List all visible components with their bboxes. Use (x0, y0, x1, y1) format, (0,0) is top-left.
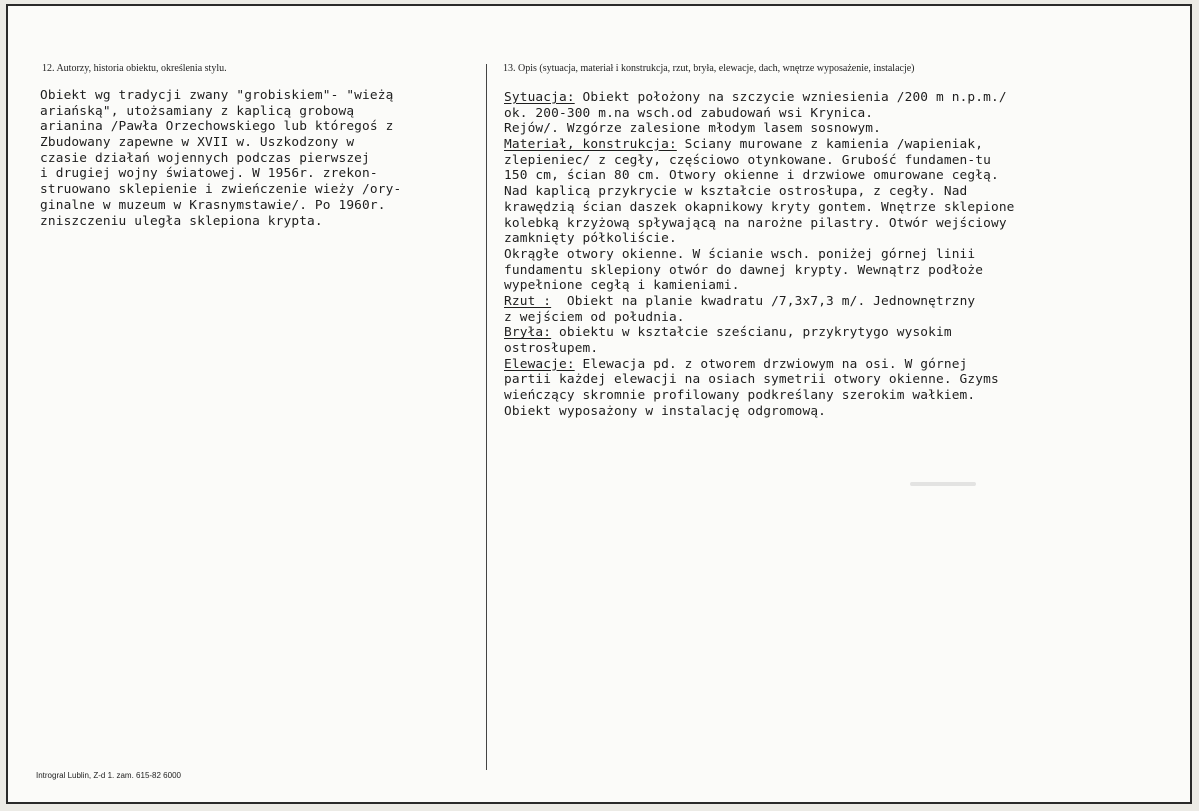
description-line-text: kolebką krzyżową spływającą na narożne pilastry. Otwór wejściowy (504, 215, 1007, 231)
history-line: Zbudowany zapewne w XVII w. Uszkodzony w (40, 135, 355, 151)
description-line-text: Sciany murowane z kamienia /wapieniak, (676, 137, 984, 153)
description-line (504, 404, 1015, 420)
description-line-text: obiektu w kształcie sześcianu, przykrytygo wysokim (551, 325, 952, 341)
description-line (504, 153, 1015, 169)
description-line (504, 325, 1015, 341)
history-text (40, 88, 401, 229)
description-line (504, 231, 1015, 247)
description-line-text: zlepieniec/ z cegły, częściowo otynkowane. Grubość fundamen-tu (504, 152, 991, 168)
history-line: czasie działań wojennych podczas pierwszej (40, 150, 370, 166)
history-line: ginalne w muzeum w Krasnymstawie/. Po 1960r. (40, 197, 386, 213)
description-line-text: Nad kaplicą przykrycie w kształcie ostrosłupa, z cegły. Nad (504, 184, 968, 200)
history-line: struowano sklepienie i zwieńczenie wieży /ory- (40, 182, 402, 198)
description-line-text: wypełnione cegłą i kamieniami. (504, 278, 740, 294)
faint-mark (910, 482, 976, 486)
description-line-text: Obiekt na planie kwadratu /7,3x7,3 m/. Jednownętrzny (551, 293, 976, 309)
description-line (504, 184, 1015, 200)
section-label: Sytuacja: (504, 90, 575, 105)
description-line (504, 278, 1015, 294)
section-12-header: 12. Autorzy, historia obiektu, określenia stylu. (42, 63, 227, 74)
description-line (504, 168, 1015, 184)
description-line (504, 341, 1015, 357)
description-line-text: Obiekt położony na szczycie wzniesienia /200 m n.p.m./ (574, 90, 1007, 105)
description-line-text: ostrosłupem. (504, 341, 599, 356)
column-divider (486, 64, 487, 770)
description-line (504, 106, 1015, 122)
description-line-text: zamknięty półkoliście. (504, 231, 677, 247)
description-line-text: wieńczący skromnie profilowany podkreślany szerokim wałkiem. (504, 388, 976, 404)
section-label: Bryła: (504, 325, 552, 341)
printer-imprint: Introgral Lublin, Z-d 1. zam. 615-82 6000 (36, 771, 181, 780)
description-line-text: Elewacja pd. z otworem drzwiowym na osi. W górnej (574, 356, 968, 372)
description-line (504, 137, 1015, 153)
section-label: Elewacje: (504, 356, 575, 372)
history-line: ariańską", utożsamiany z kaplicą grobową (40, 103, 355, 119)
history-line: arianina /Pawła Orzechowskiego lub któregoś z (40, 119, 394, 135)
description-line-text: 150 cm, ścian 80 cm. Otwory okienne i drzwiowe omurowane cegłą. (504, 168, 999, 184)
description-text (504, 90, 1015, 419)
description-line (504, 310, 1015, 326)
section-label: Rzut : (504, 293, 552, 309)
description-line (504, 247, 1015, 263)
section-label: Materiał, konstrukcja: (504, 137, 677, 153)
description-line (504, 216, 1015, 232)
description-line-text: Obiekt wyposażony w instalację odgromową. (504, 403, 827, 419)
section-13-header: 13. Opis (sytuacja, materiał i konstrukcja, rzut, bryła, elewacje, dach, wnętrze wyposażenie, instalacje) (503, 63, 915, 74)
description-line (504, 200, 1015, 216)
description-line (504, 90, 1015, 106)
history-line: zniszczeniu uległa sklepiona krypta. (40, 213, 323, 229)
description-line-text: Okrągłe otwory okienne. W ścianie wsch. poniżej górnej linii (504, 246, 976, 262)
description-line-text: krawędzią ścian daszek okapnikowy kryty gontem. Wnętrze sklepione (504, 199, 1015, 215)
description-line-text: Rejów/. Wzgórze zalesione młodym lasem sosnowym. (504, 121, 882, 137)
description-line-text: partii każdej elewacji na osiach symetrii otwory okienne. Gzyms (504, 372, 999, 388)
description-line-text: ok. 200-300 m.na wsch.od zabudowań wsi Krynica. (504, 105, 874, 121)
description-line (504, 388, 1015, 404)
history-line: i drugiej wojny światowej. W 1956r. zrekon- (40, 166, 378, 182)
description-line-text: z wejściem od południa. (504, 309, 685, 325)
history-line: Obiekt wg tradycji zwany "grobiskiem"- "wieżą (40, 88, 394, 103)
description-line-text: fundamentu sklepiony otwór do dawnej krypty. Wewnątrz podłoże (504, 262, 984, 278)
description-line (504, 121, 1015, 137)
description-line (504, 372, 1015, 388)
description-line (504, 294, 1015, 310)
description-line (504, 263, 1015, 279)
description-line (504, 357, 1015, 373)
